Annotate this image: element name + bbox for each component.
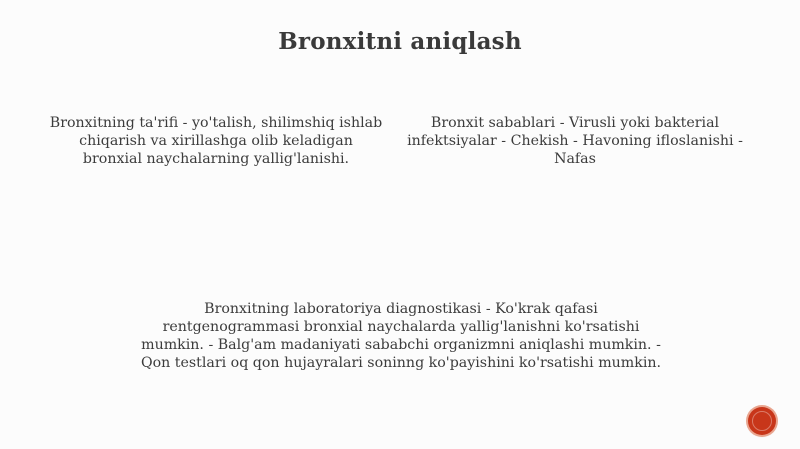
next-slide-circle-icon[interactable] [748,407,776,435]
definition-text: Bronxitning ta'rifi - yo'talish, shilimshiq ishlab chiqarish va xirillashga olib keladigan bronxial naychalarning yallig'lanishi. [49,115,383,167]
slide-title: Bronxitni aniqlash [278,28,522,55]
lab-diagnostics-text: Bronxitning laboratoriya diagnostikasi - Ko'krak qafasi rentgenogrammasi bronxial naychalarda yallig'lanishni ko'rsatishi mumkin. - Balg'am madaniyati sababchi organizmni aniqlashi mumkin. - Qon testlari oq qon hujayralari soninng ko'payishini ko'rsatishi mumkin. [140,301,662,371]
causes-text: Bronxit sabablari - Virusli yoki bakterial infektsiyalar - Chekish - Havoning ifloslanishi - Nafas [407,115,743,167]
